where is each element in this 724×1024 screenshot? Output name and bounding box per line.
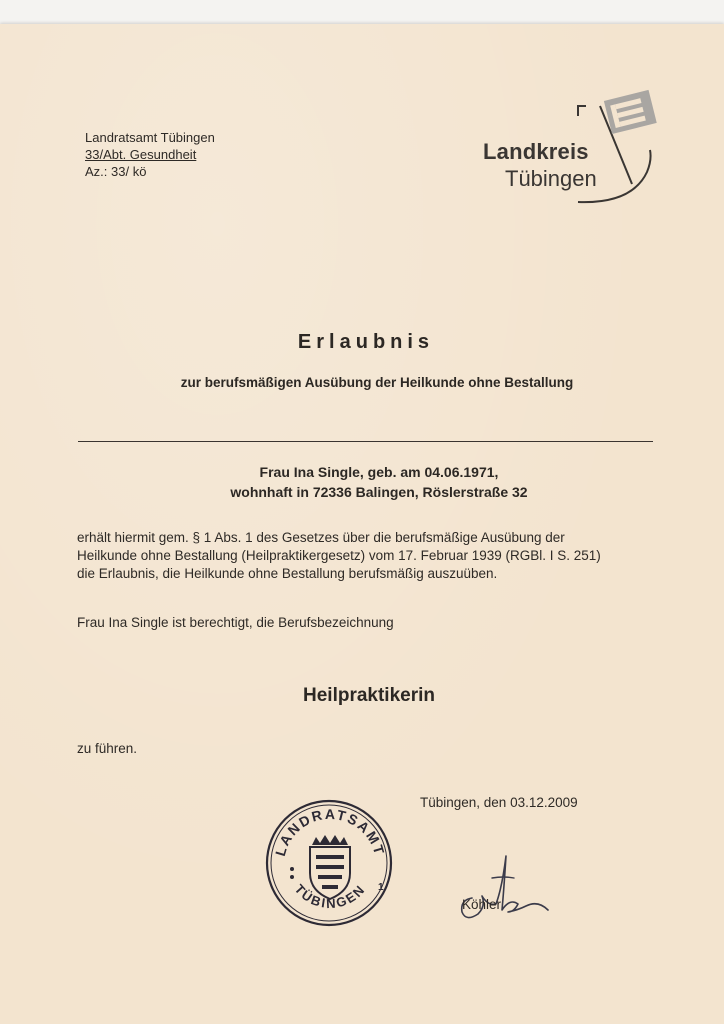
logo-text-landkreis: Landkreis xyxy=(483,139,589,164)
seal-text-bottom: TÜBINGEN xyxy=(291,881,369,912)
official-seal-icon xyxy=(262,795,397,930)
entitlement-text: Frau Ina Single ist berechtigt, die Berufsbezeichnung xyxy=(77,615,394,630)
recipient-name-birth: Frau Ina Single, geb. am 04.06.1971, xyxy=(259,464,499,480)
document-subtitle: zur berufsmäßigen Ausübung der Heilkunde ohne Bestallung xyxy=(180,375,574,390)
permit-body-line-1: erhält hiermit gem. § 1 Abs. 1 des Gesetzes über die berufsmäßige Ausübung der xyxy=(77,530,565,545)
sender-block xyxy=(85,129,215,180)
recipient-block xyxy=(0,462,724,502)
permit-body xyxy=(77,529,677,583)
seal-number: 1 xyxy=(378,882,384,893)
professional-title: Heilpraktikerin xyxy=(303,685,435,706)
place-date: Tübingen, den 03.12.2009 xyxy=(420,795,578,810)
signer-name: Köhler xyxy=(462,897,502,912)
logo-text-tuebingen: Tübingen xyxy=(505,166,597,191)
document-title: Erlaubnis xyxy=(297,331,435,353)
sender-reference: Az.: 33/ kö xyxy=(85,164,147,179)
signature-icon xyxy=(452,848,562,928)
permit-body-line-2: Heilkunde ohne Bestallung (Heilpraktikergesetz) vom 17. Februar 1939 (RGBl. I S. 251) xyxy=(77,548,601,563)
svg-text:LANDRATSAMT xyxy=(272,806,388,858)
sender-authority: Landratsamt Tübingen xyxy=(85,130,215,145)
divider-line xyxy=(78,441,653,442)
permit-body-line-3: die Erlaubnis, die Heilkunde ohne Bestallung berufsmäßig auszuüben. xyxy=(77,566,498,581)
sender-department: 33/Abt. Gesundheit xyxy=(85,147,197,162)
seal-text-top: LANDRATSAMT xyxy=(271,805,389,858)
recipient-address: wohnhaft in 72336 Balingen, Röslerstraße 32 xyxy=(230,484,528,500)
closing-text: zu führen. xyxy=(77,741,138,756)
